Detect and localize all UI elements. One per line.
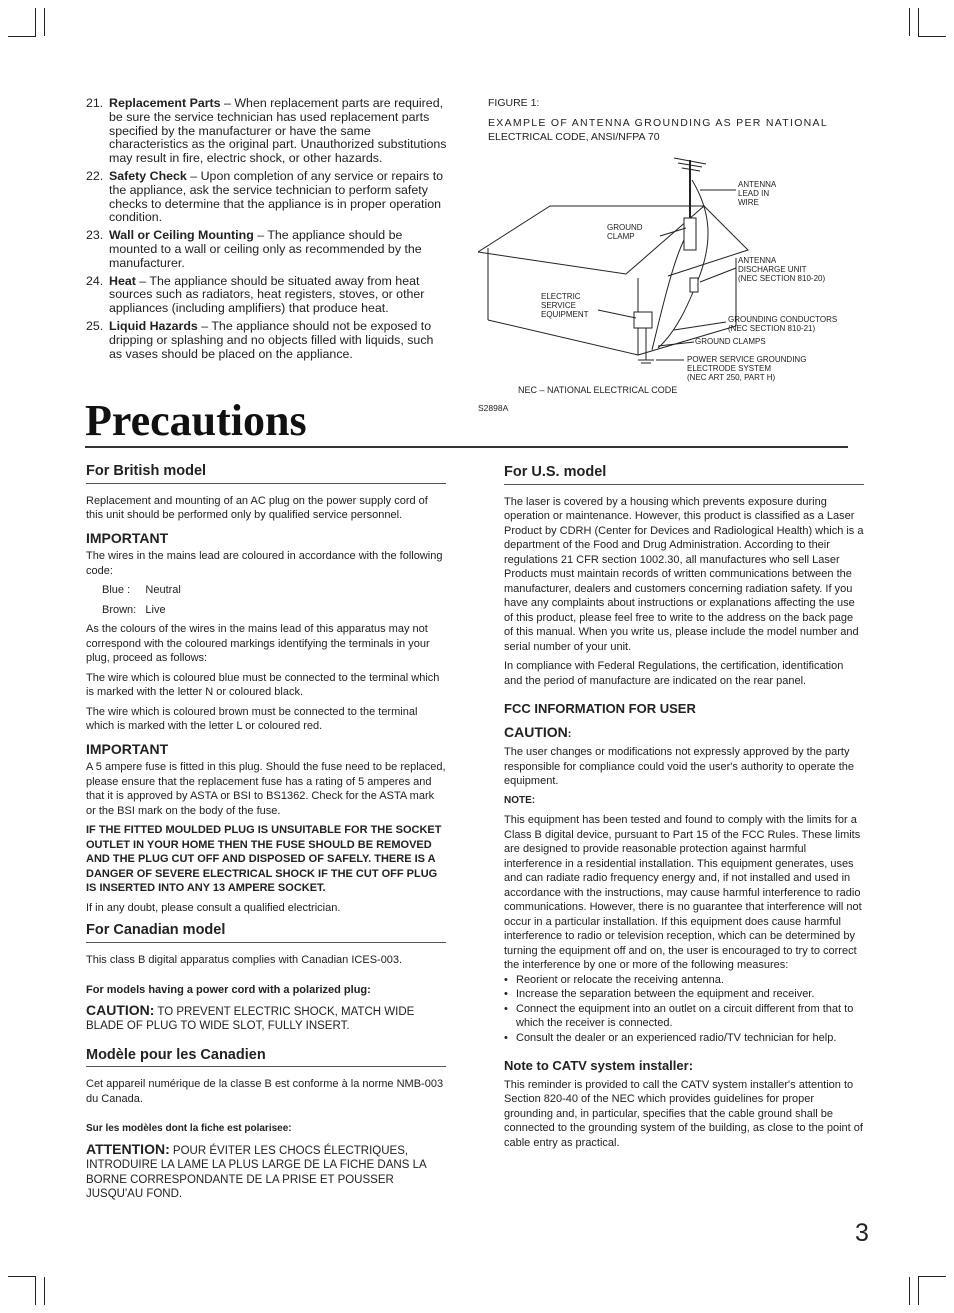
grounding-conductor xyxy=(652,240,684,350)
item-number: 23. xyxy=(86,228,104,243)
crop-mark xyxy=(44,1277,45,1305)
crop-mark xyxy=(918,1277,919,1305)
bullet-item: • Consult the dealer or an experienced radio/TV technician for help. xyxy=(504,1031,837,1044)
item-number: 25. xyxy=(86,318,104,333)
figure-title-2: ELECTRICAL CODE, ANSI/NFPA 70 xyxy=(488,131,660,143)
item-term: Heat xyxy=(109,273,136,288)
item-text: – The appliance should be situated away from heat sources such as radiators, heat registers, stoves, or other appliances (including amplifiers) that produce heat. xyxy=(109,273,425,316)
page-title: Precautions xyxy=(85,396,307,445)
leader-line xyxy=(700,268,736,282)
label-grounding-conductors: GROUNDING CONDUCTORS (NEC SECTION 810-21) xyxy=(728,315,838,333)
item-number: 24. xyxy=(86,273,104,288)
crop-mark xyxy=(44,8,45,36)
list-item xyxy=(86,229,448,270)
title-rule xyxy=(85,446,848,448)
item-number: 22. xyxy=(86,168,104,183)
item-text: – The appliance should be mounted to a wall or ceiling only as recommended by the manufacturer. xyxy=(109,228,422,270)
list-item xyxy=(86,275,448,316)
bullet-text: Consult the dealer or an experienced radio/TV technician for help. xyxy=(516,1031,837,1044)
british-p3: As the colours of the wires in the mains lead of this apparatus may not correspond with the coloured markings identifying the terminals in your plug, proceed as follows: xyxy=(86,623,430,664)
discharge-unit xyxy=(690,278,698,292)
note-label: NOTE: xyxy=(504,794,536,806)
canadian-p1: This class B digital apparatus complies with Canadian ICES-003. xyxy=(86,953,403,966)
canadien-polar: Sur les modèles dont la fiche est polarisee: xyxy=(86,1123,292,1134)
left-column xyxy=(86,464,446,1207)
item-term: Liquid Hazards xyxy=(109,318,198,333)
crop-mark xyxy=(909,8,910,36)
us-p5: This reminder is provided to call the CATV system installer's attention to Section 820-40 of the NEC which provides guidelines for proper grounding and, in particular, specifies that the cable ground shall be connected to the grounding system of the building, as close to the point of cable entry as practical. xyxy=(504,1078,863,1149)
british-p5: The wire which is coloured brown must be connected to the terminal which is marked with the letter L or coloured red. xyxy=(86,705,418,732)
figure-code: S2898A xyxy=(478,403,509,413)
british-p6: A 5 ampere fuse is fitted in this plug. Should the fuse need to be replaced, please ensure that the replacement fuse has a rating of 5 amperes and that it is approved by ASTA or BSI to BS1362. Check for the ASTA mark or the BSI mark on the body of the fuse. xyxy=(86,761,446,817)
crop-mark xyxy=(918,36,946,37)
caution-label: CAUTION: xyxy=(86,1001,155,1018)
ground-clamp-box xyxy=(684,218,696,250)
canadien-attention xyxy=(86,1142,446,1202)
catv-heading: Note to CATV system installer: xyxy=(504,1058,694,1073)
bullet-item: • Connect the equipment into an outlet on a circuit different from that to which the receiver is connected. xyxy=(504,1002,864,1031)
crop-mark xyxy=(35,8,36,36)
british-p7: If in any doubt, please consult a qualified electrician. xyxy=(86,901,341,914)
label-ground-clamps: GROUND CLAMPS xyxy=(695,337,766,346)
label-electric-service: ELECTRIC SERVICE EQUIPMENT xyxy=(541,292,589,319)
us-p1: The laser is covered by a housing which prevents exposure during operation or maintenance. However, this product is classified as a Laser Product by CDRH (Center for Devices and Radiological Health) which is a department of the Food and Drug Administration. According to their regulations 21 CFR section 1002.30, all manufactures who sell Laser Products must maintain records of written communications between the manufacturer, dealers and customers concerning radiation safety. If you have any complaints about instructions or explanations affecting the use of this product, please feel free to write to the address on the back page of this manual. When you write us, please include the model number and serial number of your unit. xyxy=(504,495,864,653)
plug-warning: IF THE FITTED MOULDED PLUG IS UNSUITABLE FOR THE SOCKET OUTLET IN YOUR HOME THEN THE FUSE SHOULD BE REMOVED AND THE PLUG CUT OFF AND DISPOSED OF SAFELY. THERE IS A DANGER OF SEVERE ELECTRICAL SHOCK IF THE CUT OFF PLUG IS INSERTED INTO ANY 13 AMPERE SOCKET. xyxy=(86,824,442,894)
caution-colon: : xyxy=(567,727,572,740)
leader-line xyxy=(598,310,636,318)
leader-line xyxy=(674,322,726,330)
label-antenna-lead: ANTENNA LEAD IN WIRE xyxy=(738,180,777,207)
lead-in-wire xyxy=(658,180,708,348)
bullet-item: • Increase the separation between the equipment and receiver. xyxy=(504,988,815,1000)
canadian-heading: For Canadian model xyxy=(86,923,446,943)
crop-mark xyxy=(918,8,919,36)
important-heading-2: IMPORTANT xyxy=(86,740,169,757)
important-heading: IMPORTANT xyxy=(86,529,169,546)
crop-mark xyxy=(35,1277,36,1305)
list-item xyxy=(86,170,448,225)
label-ground-clamp: GROUND CLAMP xyxy=(607,223,643,241)
british-p2: The wires in the mains lead are coloured in accordance with the following code: xyxy=(86,550,443,577)
item-term: Replacement Parts xyxy=(109,96,221,110)
bullet-text: Connect the equipment into an outlet on a circuit different from that to which the receiver is connected. xyxy=(516,1002,854,1029)
item-text: – Upon completion of any service or repairs to the appliance, ask the service technician to perform safety checks to determine that the appliance is in proper operation condition. xyxy=(109,168,444,225)
bullet-item: • Reorient or relocate the receiving antenna. xyxy=(504,973,724,986)
item-term: Safety Check xyxy=(109,168,187,183)
bullet-text: Increase the separation between the equipment and receiver. xyxy=(516,988,815,1000)
label-discharge-unit: ANTENNA DISCHARGE UNIT (NEC SECTION 810-20) xyxy=(738,256,826,283)
nec-note: NEC – NATIONAL ELECTRICAL CODE xyxy=(518,385,678,395)
attention-label: ATTENTION: xyxy=(86,1140,170,1157)
fcc-caution xyxy=(504,725,864,742)
figure-title: EXAMPLE OF ANTENNA GROUNDING AS PER NATIONAL xyxy=(488,117,828,129)
caution-text: TO PREVENT ELECTRIC SHOCK, MATCH WIDE BLADE OF PLUG TO WIDE SLOT, FULLY INSERT. xyxy=(86,1005,415,1032)
canadian-caution xyxy=(86,1003,446,1034)
us-heading: For U.S. model xyxy=(504,465,864,485)
british-heading: For British model xyxy=(86,464,446,484)
figure-label: FIGURE 1: xyxy=(488,97,540,109)
canadien-p1: Cet appareil numérique de la classe B est conforme à la norme NMB-003 du Canada. xyxy=(86,1078,444,1105)
list-item xyxy=(86,97,448,166)
wire-brown: Brown: Live xyxy=(102,603,166,616)
wire-blue: Blue : Neutral xyxy=(102,584,181,596)
item-term: Wall or Ceiling Mounting xyxy=(109,228,254,243)
crop-mark xyxy=(909,1277,910,1305)
us-p4: This equipment has been tested and found to comply with the limits for a Class B digital device, pursuant to Part 15 of the FCC Rules. These limits are designed to provide reasonable protection against harmful interference in a residential installation. This equipment generates, uses and can radiate radio frequency energy and, if not installed and used in accordance with the instructions, may cause harmful interference to radio communications. However, there is no guarantee that interference will not occur in a particular installation. If this equipment does cause harmful interference to radio or television reception, which can be determined by turning the equipment off and on, the user is encouraged to try to correct the interference by one or more of the following measures: xyxy=(504,814,862,971)
page-number: 3 xyxy=(855,1219,869,1247)
us-p2: In compliance with Federal Regulations, the certification, identification and the period of manufacture are indicated on the rear panel. xyxy=(504,660,844,687)
safety-list xyxy=(86,97,448,365)
british-p4: The wire which is coloured blue must be connected to the terminal which is marked with the letter N or coloured black. xyxy=(86,671,440,698)
canadian-polar: For models having a power cord with a polarized plug: xyxy=(86,984,371,996)
crop-mark xyxy=(8,1276,36,1277)
bullet-text: Reorient or relocate the receiving antenna. xyxy=(516,973,724,986)
canadien-heading: Modèle pour les Canadien xyxy=(86,1048,446,1068)
electric-service-box xyxy=(634,312,652,328)
item-text: – When replacement parts are required, be sure the service technician has used replacement parts specified by the manufacturer or have the same characteristics as the original part. Unauthorized substitutions may result in fire, electric shock, or other hazards. xyxy=(109,96,447,166)
item-number: 21. xyxy=(86,96,104,110)
crop-mark xyxy=(918,1276,946,1277)
house-roof-front xyxy=(478,206,704,274)
list-item xyxy=(86,320,448,361)
british-p1: Replacement and mounting of an AC plug on the power supply cord of this unit should be performed only by qualified service personnel. xyxy=(86,494,428,521)
attention-text: POUR ÉVITER LES CHOCS ÉLECTRIQUES, INTRODUIRE LA LAME LA PLUS LARGE DE LA FICHE DANS LA BORNE CORRESPONDANTE DE LA PRISE ET POUSSER JUSQU'AU FOND. xyxy=(86,1144,427,1200)
item-text: – The appliance should not be exposed to dripping or splashing and no objects filled with liquids, such as vases should be placed on the appliance. xyxy=(109,318,434,361)
right-column xyxy=(504,465,864,1155)
fcc-heading: FCC INFORMATION FOR USER xyxy=(504,701,696,716)
figure-header xyxy=(488,97,858,143)
crop-mark xyxy=(8,36,36,37)
caution-word: CAUTION xyxy=(504,723,568,740)
us-p3: The user changes or modifications not expressly approved by the party responsible for compliance could void the user's authority to operate the equipment. xyxy=(504,746,855,787)
label-power-service: POWER SERVICE GROUNDING ELECTRODE SYSTEM (NEC ART 250, PART H) xyxy=(687,355,807,382)
